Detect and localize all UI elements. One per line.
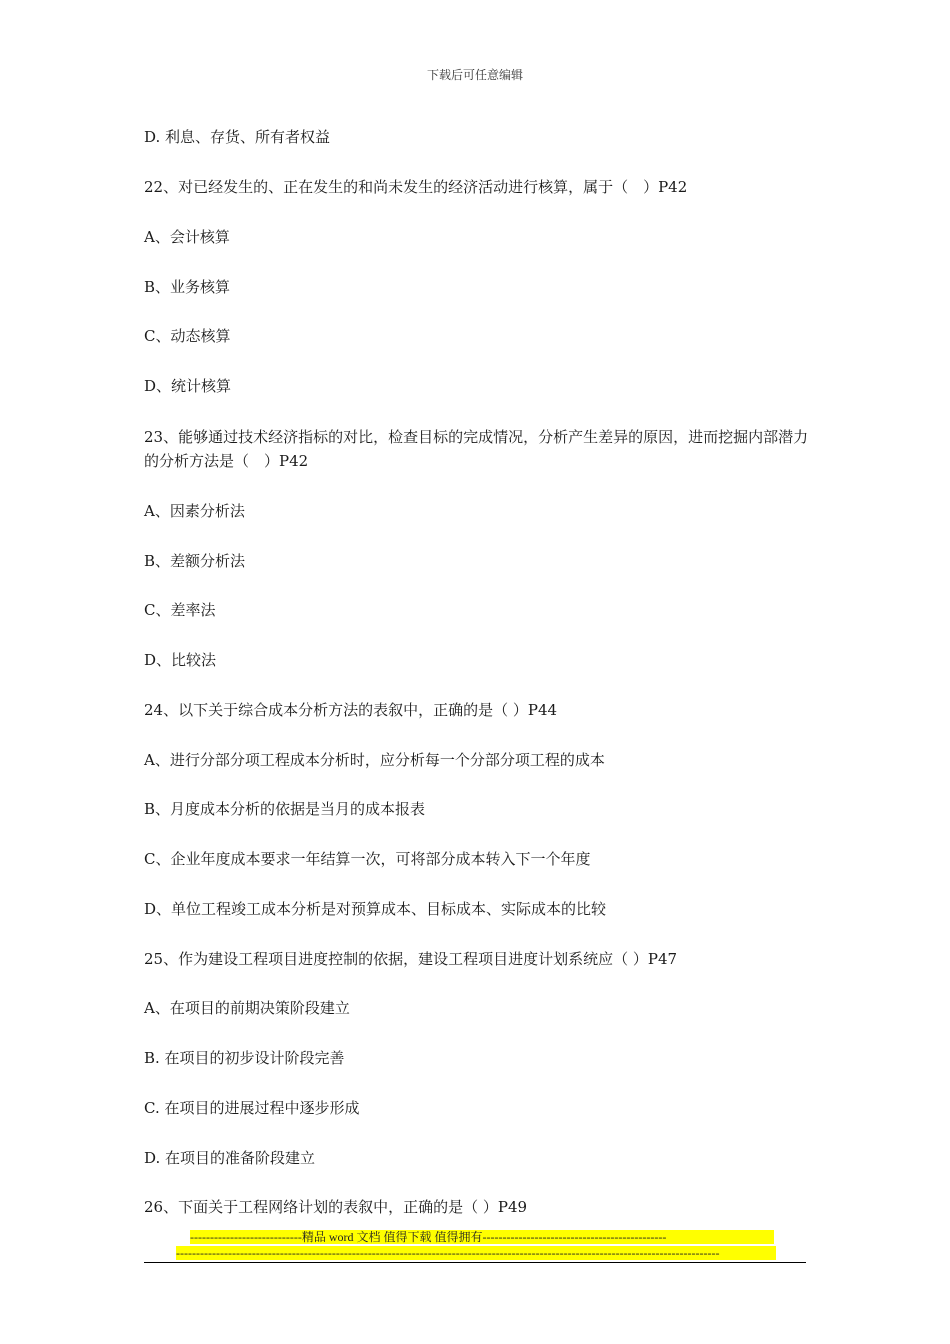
option-d-q25: D. 在项目的准备阶段建立 — [144, 1149, 316, 1167]
page-header: 下载后可任意编辑 — [426, 68, 523, 82]
option-c-q22: C、动态核算 — [144, 327, 231, 345]
question-23: 23、能够通过技术经济指标的对比，检查目标的完成情况，分析产生差异的原因，进而挖掘内部潜力的分析方法是（ ）P42 — [144, 428, 809, 470]
question-26: 26、下面关于工程网络计划的表叙中，正确的是（ ）P49 — [144, 1198, 528, 1216]
option-a-q23: A、因素分析法 — [144, 502, 245, 520]
option-d-q23: D、比较法 — [144, 651, 217, 669]
option-b-q22: B、业务核算 — [144, 278, 231, 296]
footer-banner-line2: ---------------------------------------------------------------------------------------------------------------------------------------- — [176, 1246, 776, 1260]
option-c-q23: C、差率法 — [144, 601, 216, 619]
option-a-q24: A、进行分部分项工程成本分析时，应分析每一个分部分项工程的成本 — [144, 751, 605, 769]
option-b-q24: B、月度成本分析的依据是当月的成本报表 — [144, 800, 426, 818]
option-b-q25: B. 在项目的初步设计阶段完善 — [144, 1049, 345, 1067]
option-a-q22: A、会计核算 — [144, 228, 230, 246]
footer-banner-line1: ----------------------------精品 word 文档 值得下载 值得拥有---------------------------------------------- — [190, 1230, 774, 1244]
footer-divider — [144, 1262, 806, 1263]
option-c-q24: C、企业年度成本要求一年结算一次，可将部分成本转入下一个年度 — [144, 850, 591, 868]
option-b-q23: B、差额分析法 — [144, 552, 246, 570]
option-d-q21: D. 利息、存货、所有者权益 — [144, 128, 331, 146]
question-25: 25、作为建设工程项目进度控制的依据，建设工程项目进度计划系统应（ ）P47 — [144, 950, 678, 968]
option-d-q24: D、单位工程竣工成本分析是对预算成本、目标成本、实际成本的比较 — [144, 900, 607, 918]
question-22: 22、对已经发生的、正在发生的和尚未发生的经济活动进行核算，属于（ ）P42 — [144, 178, 688, 196]
question-24: 24、以下关于综合成本分析方法的表叙中，正确的是（ ）P44 — [144, 701, 558, 719]
option-c-q25: C. 在项目的进展过程中逐步形成 — [144, 1099, 360, 1117]
option-d-q22: D、统计核算 — [144, 377, 232, 395]
option-a-q25: A、在项目的前期决策阶段建立 — [144, 999, 350, 1017]
